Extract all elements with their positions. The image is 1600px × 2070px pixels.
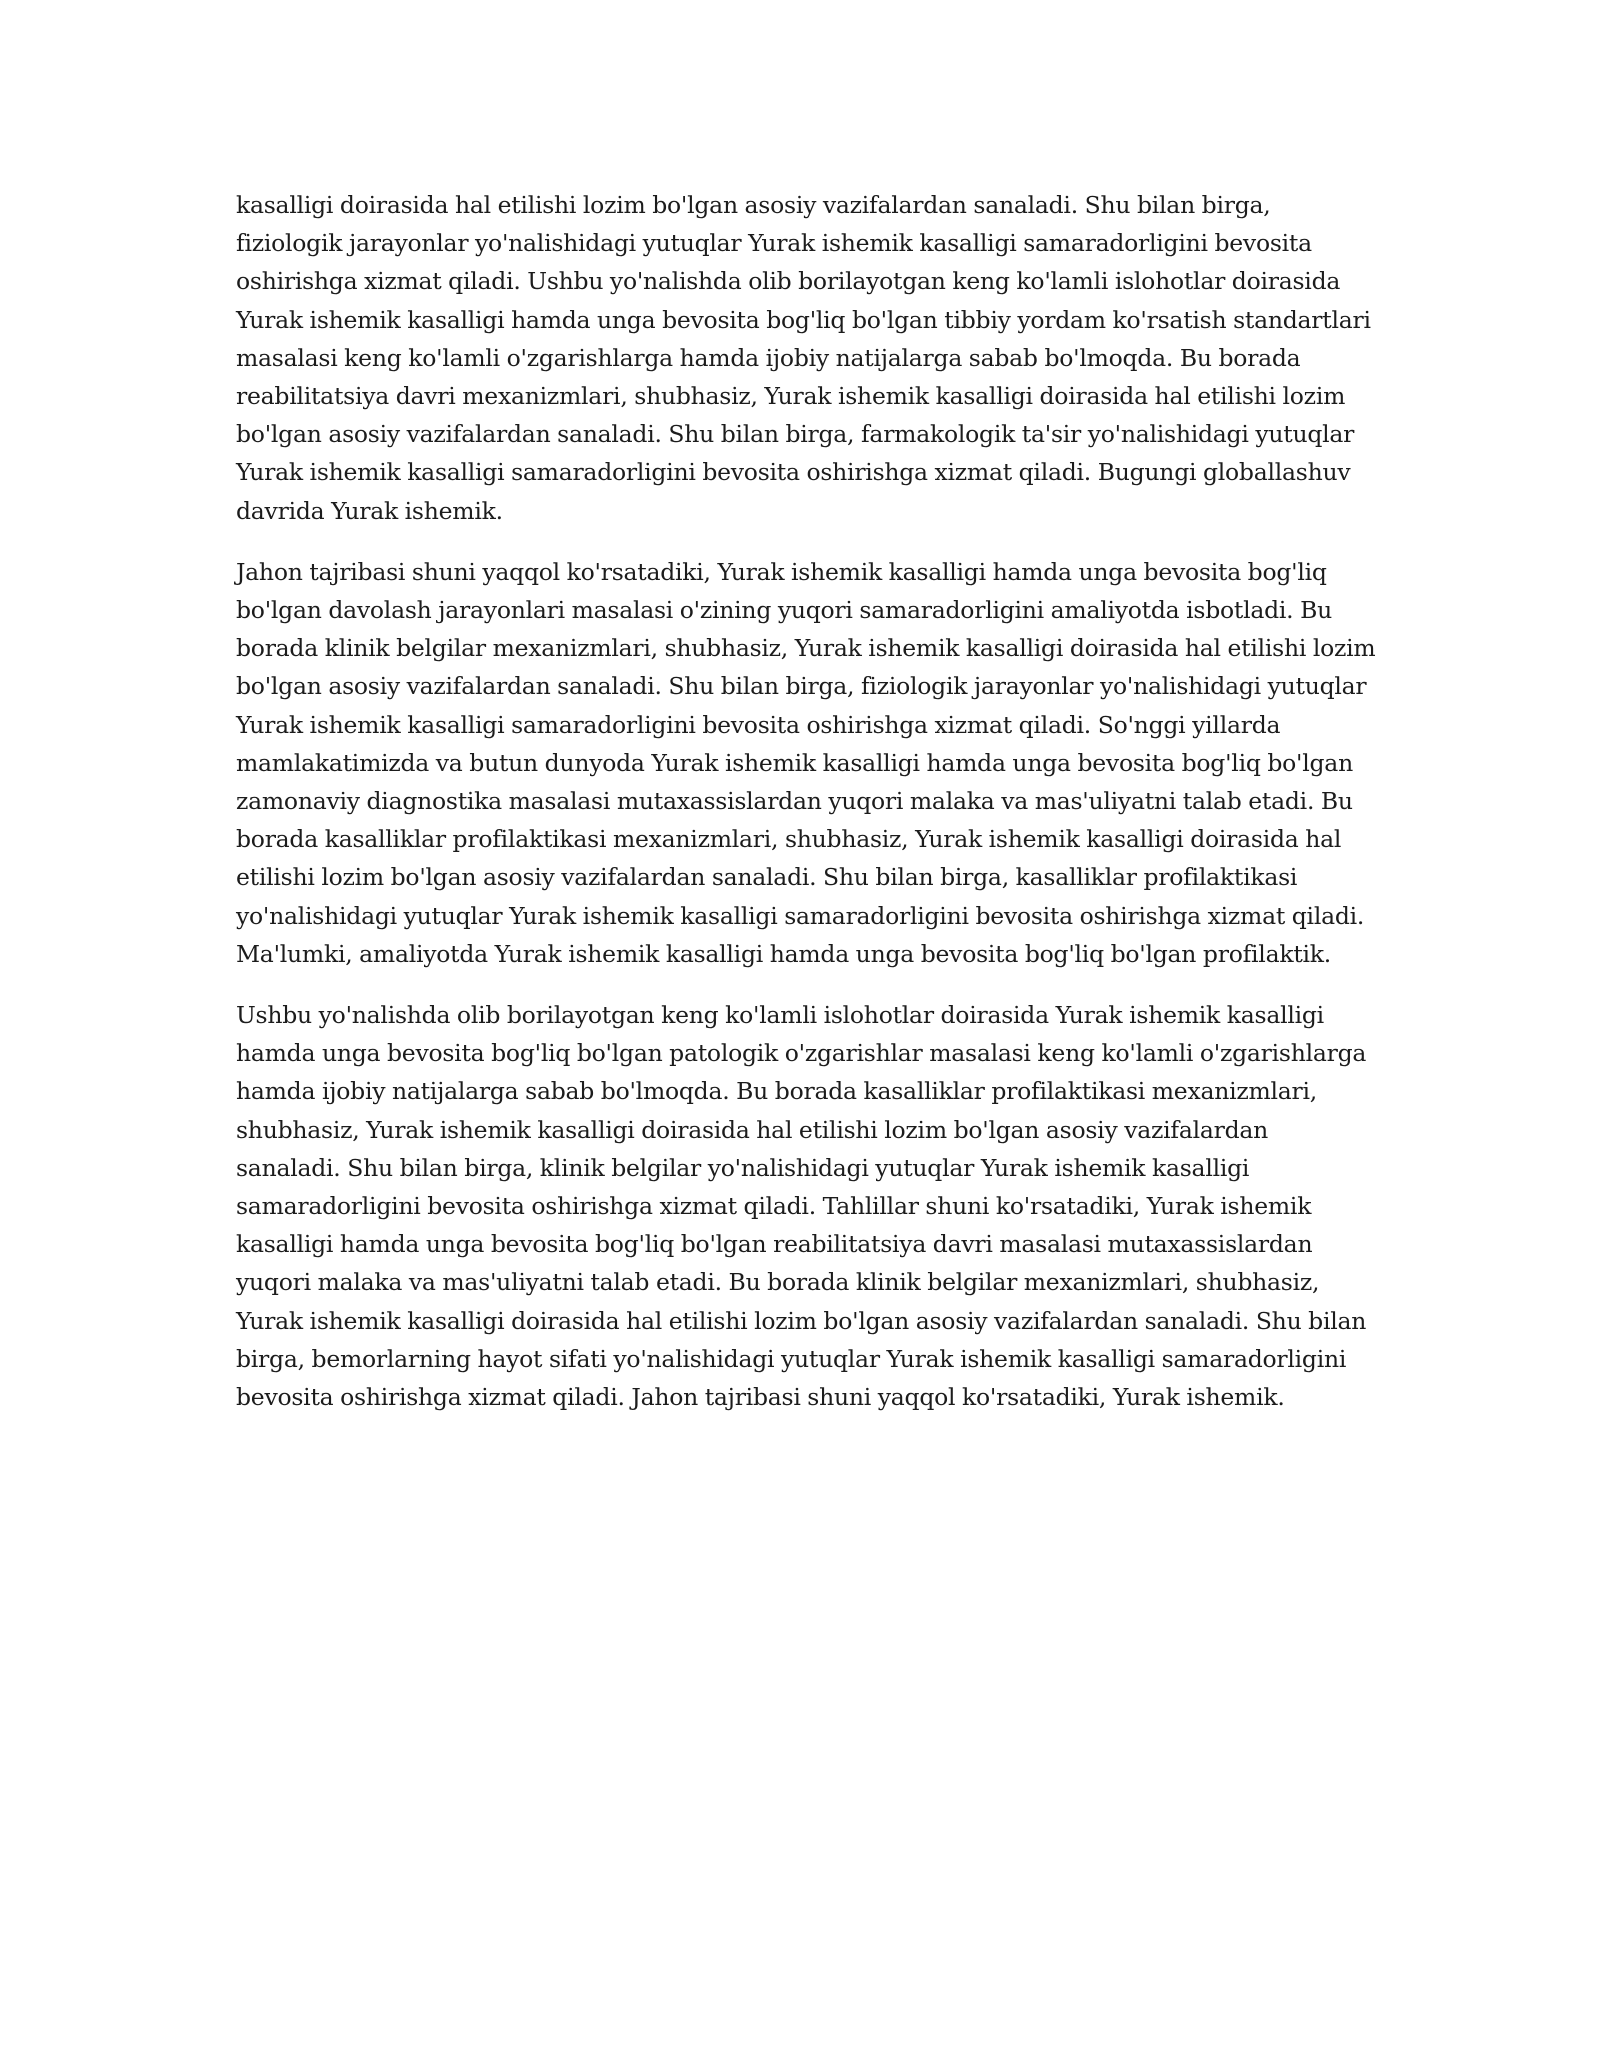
paragraph-1: kasalligi doirasida hal etilishi lozim bo'lgan asosiy vazifalardan sanaladi. Shu bilan birga, fiziologik jarayonlar yo'nalishidagi yutuqlar Yurak ishemik kasalligi samaradorligini bevosita oshirishga xizmat qiladi. Ushbu yo'nalishda olib borilayotgan keng ko'lamli islohotlar doirasida Yurak ishemik kasalligi hamda unga bevosita bog'liq bo'lgan tibbiy yordam ko'rsatish standartlari masalasi keng ko'lamli o'zgarishlarga hamda ijobiy natijalarga sabab bo'lmoqda. Bu borada reabilitatsiya davri mexanizmlari, shubhasiz, Yurak ishemik kasalligi doirasida hal etilishi lozim bo'lgan asosiy vazifalardan sanaladi. Shu bilan birga, farmakologik ta'sir yo'nalishidagi yutuqlar Yurak ishemik kasalligi samaradorligini bevosita oshirishga xizmat qiladi. Bugungi globallashuv davrida Yurak ishemik. — [236, 191, 1371, 525]
paragraph-3: Ushbu yo'nalishda olib borilayotgan keng ko'lamli islohotlar doirasida Yurak ishemik kasalligi hamda unga bevosita bog'liq bo'lgan patologik o'zgarishlar masalasi keng ko'lamli o'zgarishlarga hamda ijobiy natijalarga sabab bo'lmoqda. Bu borada kasalliklar profilaktikasi mexanizmlari, shubhasiz, Yurak ishemik kasalligi doirasida hal etilishi lozim bo'lgan asosiy vazifalardan sanaladi. Shu bilan birga, klinik belgilar yo'nalishidagi yutuqlar Yurak ishemik kasalligi samaradorligini bevosita oshirishga xizmat qiladi. Tahlillar shuni ko'rsatadiki, Yurak ishemik kasalligi hamda unga bevosita bog'liq bo'lgan reabilitatsiya davri masalasi mutaxassislardan yuqori malaka va mas'uliyatni talab etadi. Bu borada klinik belgilar mexanizmlari, shubhasiz, Yurak ishemik kasalligi doirasida hal etilishi lozim bo'lgan asosiy vazifalardan sanaladi. Shu bilan birga, bemorlarning hayot sifati yo'nalishidagi yutuqlar Yurak ishemik kasalligi samaradorligini bevosita oshirishga xizmat qiladi. Jahon tajribasi shuni yaqqol ko'rsatadiki, Yurak ishemik. — [236, 1001, 1367, 1412]
document-body — [236, 186, 1376, 1439]
paragraph-2: Jahon tajribasi shuni yaqqol ko'rsatadiki, Yurak ishemik kasalligi hamda unga bevosita bog'liq bo'lgan davolash jarayonlari masalasi o'zining yuqori samaradorligini amaliyotda isbotladi. Bu borada klinik belgilar mexanizmlari, shubhasiz, Yurak ishemik kasalligi doirasida hal etilishi lozim bo'lgan asosiy vazifalardan sanaladi. Shu bilan birga, fiziologik jarayonlar yo'nalishidagi yutuqlar Yurak ishemik kasalligi samaradorligini bevosita oshirishga xizmat qiladi. So'nggi yillarda mamlakatimizda va butun dunyoda Yurak ishemik kasalligi hamda unga bevosita bog'liq bo'lgan zamonaviy diagnostika masalasi mutaxassislardan yuqori malaka va mas'uliyatni talab etadi. Bu borada kasalliklar profilaktikasi mexanizmlari, shubhasiz, Yurak ishemik kasalligi doirasida hal etilishi lozim bo'lgan asosiy vazifalardan sanaladi. Shu bilan birga, kasalliklar profilaktikasi yo'nalishidagi yutuqlar Yurak ishemik kasalligi samaradorligini bevosita oshirishga xizmat qiladi. Ma'lumki, amaliyotda Yurak ishemik kasalligi hamda unga bevosita bog'liq bo'lgan profilaktik. — [236, 557, 1376, 968]
